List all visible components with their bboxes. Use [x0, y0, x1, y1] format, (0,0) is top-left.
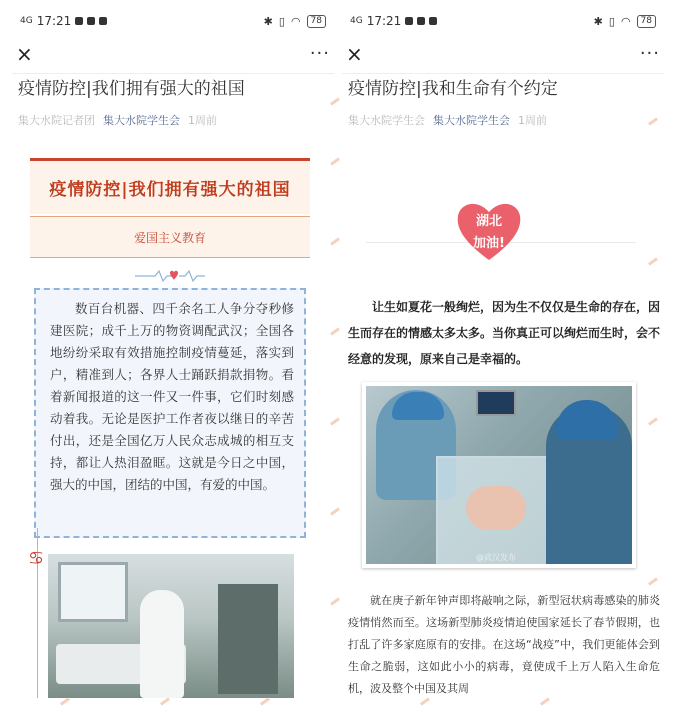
lead-paragraph: 让生如夏花一般绚烂，因为生不仅仅是生命的存在，因生而存在的情感太多太多。当你真正可以绚烂而生时，会不经意的发现，原来自己是幸福的。 [348, 300, 661, 366]
close-icon[interactable]: × [346, 41, 363, 66]
badge-line-2: 加油! [473, 236, 505, 251]
ribbon-icon: ♋ [28, 548, 45, 569]
heart-badge-icon [454, 196, 524, 264]
more-options-icon[interactable]: ··· [639, 43, 660, 64]
account-link[interactable]: 集大水院学生会 [103, 114, 180, 127]
wifi-icon: ◠ [620, 14, 631, 28]
decorative-dash [160, 697, 170, 705]
article-paragraph: 数百台机器、四千余名工人争分夺秒修建医院；成千上万的物资调配武汉；全国各地纷纷采取有效措施控制疫情蔓延，落实到户，精准到人；各界人士踊跃捐款捐物。看着新闻报道的这一件又一件事，它们时刻感动着我。无论是医护工作者夜以继日的辛苦付出，还是全国亿万人民众志成城的相互支持，都让人热泪盈眶。这就是今日之中国，强大的中国，团结的中国，有爱的中国。 [34, 288, 306, 538]
account-link[interactable]: 集大水院学生会 [433, 114, 510, 127]
heartbeat-icon [30, 264, 310, 288]
nav-bar [12, 34, 334, 74]
nav-bar [342, 34, 664, 74]
decorative-dash [540, 697, 550, 705]
nicu-photo[interactable] [362, 382, 636, 568]
notification-icon [429, 17, 437, 25]
notification-icon [75, 17, 83, 25]
battery-icon: 78 [637, 15, 656, 28]
signal-icon: 4G [20, 15, 33, 26]
article-author: 集大水院学生会 [348, 114, 425, 127]
photo-watermark: @武汉发布 [476, 553, 516, 562]
bluetooth-icon: ✱ [593, 14, 603, 28]
vibrate-icon: ▯ [608, 14, 615, 28]
article-time: 1周前 [188, 114, 217, 127]
article-author: 集大水院记者团 [18, 114, 95, 127]
article-time: 1周前 [518, 114, 547, 127]
battery-icon: 78 [307, 15, 326, 28]
more-options-icon[interactable]: ··· [309, 43, 330, 64]
article-card [30, 158, 310, 538]
article-paragraph: 就在庚子新年钟声即将敲响之际，新型冠状病毒感染的肺炎疫情悄然而至。这场新型肺炎疫情迫使国家延长了春节假期，也打乱了许多家庭原有的安排。在这场“战疫”中，我们更能体会到生命之脆弱，这如此小小的病毒，竟使成千上万人陷入生命危机，波及整个中国及其周 [348, 594, 660, 695]
notification-icon [99, 17, 107, 25]
card-header [30, 158, 310, 214]
status-time: 17:21 [366, 14, 402, 28]
status-bar [12, 8, 334, 34]
decorative-dash [60, 697, 70, 705]
article-meta [342, 100, 664, 128]
status-bar [342, 8, 664, 34]
notification-icon [405, 17, 413, 25]
decorative-dash [260, 697, 270, 705]
status-time: 17:21 [36, 14, 72, 28]
card-subheading: 爱国主义教育 [30, 216, 310, 258]
close-icon[interactable]: × [16, 41, 33, 66]
decorative-dash [420, 697, 430, 705]
notification-icon [417, 17, 425, 25]
article-meta [12, 100, 334, 128]
hospital-photo[interactable] [48, 554, 294, 698]
badge-line-1: 湖北 [475, 214, 502, 229]
signal-icon: 4G [350, 15, 363, 26]
left-phone-screen [12, 8, 334, 698]
card-heading: 疫情防控|我们拥有强大的祖国 [49, 180, 291, 200]
article-title: 疫情防控|我和生命有个约定 [348, 79, 558, 99]
wifi-icon: ◠ [290, 14, 301, 28]
right-phone-screen [342, 8, 664, 698]
article-title: 疫情防控|我们拥有强大的祖国 [18, 79, 245, 99]
vibrate-icon: ▯ [278, 14, 285, 28]
notification-icon [87, 17, 95, 25]
bluetooth-icon: ✱ [263, 14, 273, 28]
